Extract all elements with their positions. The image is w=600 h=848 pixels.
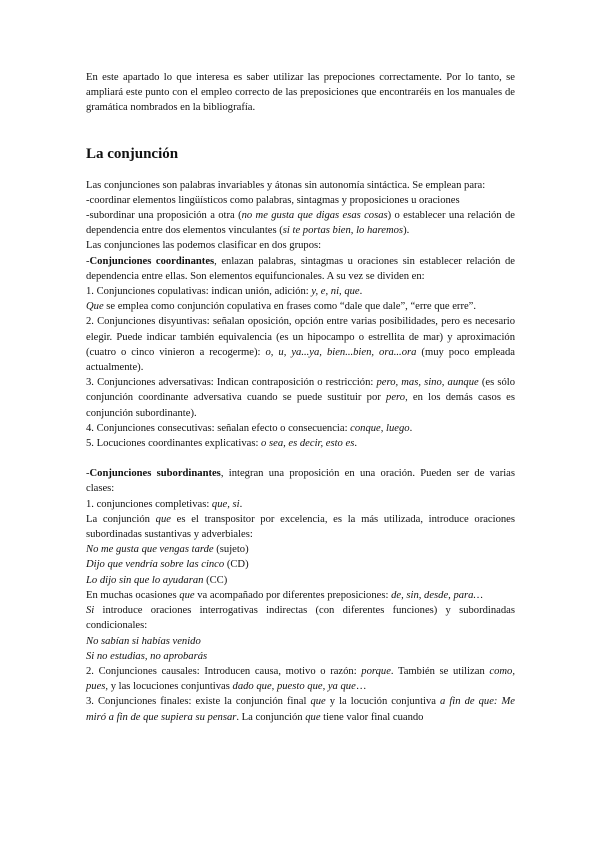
- sub-item-2: 2. Conjunciones causales: Introducen causa, motivo o razón: porque. También se utilizan como, pues, y las locuciones conjuntivas dado que, puesto que, ya que…: [86, 665, 515, 693]
- paragraph-groups: Las conjunciones las podemos clasificar en dos grupos:: [86, 240, 322, 252]
- example-5: Si no estudias, no aprobarás: [86, 650, 208, 662]
- coord-item-5: 5. Locuciones coordinantes explicativas: o sea, es decir, esto es.: [86, 438, 357, 450]
- sub-item-1-si: Si introduce oraciones interrogativas indirectas (con diferentes funciones) y subordinadas condicionales:: [86, 605, 515, 632]
- document-body: [86, 70, 515, 725]
- subordinantes-heading: -Conjunciones subordinantes, integran una proposición en una oración. Pueden ser de varias clases:: [86, 468, 515, 495]
- sub-item-3: 3. Conjunciones finales: existe la conjunción final que y la locución conjuntiva a fin de que: Me miró a fin de que supiera su pensar. La conjunción que tiene valor final cuando: [86, 696, 515, 723]
- sub-item-1-que: La conjunción que es el transpositor por excelencia, es la más utilizada, introduce oraciones subordinadas sustantivas y adverbiales:: [86, 513, 515, 541]
- list-item-coordinate: -coordinar elementos lingüísticos como palabras, sintagmas y proposiciones u oraciones: [86, 194, 460, 206]
- coordinantes-heading: -Conjunciones coordinantes, enlazan palabras, sintagmas u oraciones sin establecer relación de dependencia entre ellas. Son elementos equifuncionales. A su vez se dividen en:: [86, 255, 515, 282]
- section-title: La conjunción: [86, 145, 179, 162]
- coord-item-2: 2. Conjunciones disyuntivas: señalan oposición, opción entre varias posibilidades, pero es necesario elegir. Puede indicar también equivalencia (es un hipocampo o estrellita de mar) y aproximación (cuatro o cinco vinieron a recogerme): o, u, ya...ya, bien...bien, ora...ora (muy poco empleada actualmente).: [86, 316, 515, 374]
- sub-item-1: 1. conjunciones completivas: que, si.: [86, 498, 243, 510]
- coord-item-3: 3. Conjunciones adversativas: Indican contraposición o restricción: pero, mas, sino, aunque (es sólo conjunción coordinante adversativa cuando se puede sustituir por pero, en los demás casos es conjunción subordinante).: [86, 377, 515, 419]
- intro-paragraph: En este apartado lo que interesa es saber utilizar las prepociones correctamente. Por lo tanto, se ampliará este punto con el empleo correcto de las preposiciones que encontraréis en los manuales de gramática nombrados en la bibliografía.: [86, 72, 515, 114]
- list-item-subordinate: -subordinar una proposición a otra (no me gusta que digas esas cosas) o establecer una relación de dependencia entre dos elementos vinculantes (si te portas bien, lo haremos).: [86, 210, 515, 237]
- example-4: No sabían si habías venido: [86, 635, 201, 647]
- coord-item-1: 1. Conjunciones copulativas: indican unión, adición: y, e, ni, que.: [86, 286, 363, 298]
- sub-item-1-prepositions: En muchas ocasiones que va acompañado por diferentes preposiciones: de, sin, desde, para…: [86, 589, 483, 601]
- coord-item-4: 4. Conjunciones consecutivas: señalan efecto o consecuencia: conque, luego.: [86, 422, 413, 434]
- example-2: Dijo que vendría sobre las cinco (CD): [86, 559, 249, 571]
- example-3: Lo dijo sin que lo ayudaran (CC): [86, 574, 228, 586]
- example-1: No me gusta que vengas tarde (sujeto): [86, 544, 249, 556]
- coord-item-1-note: Que se emplea como conjunción copulativa en frases como “dale que dale”, “erre que erre”.: [86, 301, 477, 313]
- paragraph-uses: Las conjunciones son palabras invariables y átonas sin autonomía sintáctica. Se emplean para:: [86, 179, 486, 191]
